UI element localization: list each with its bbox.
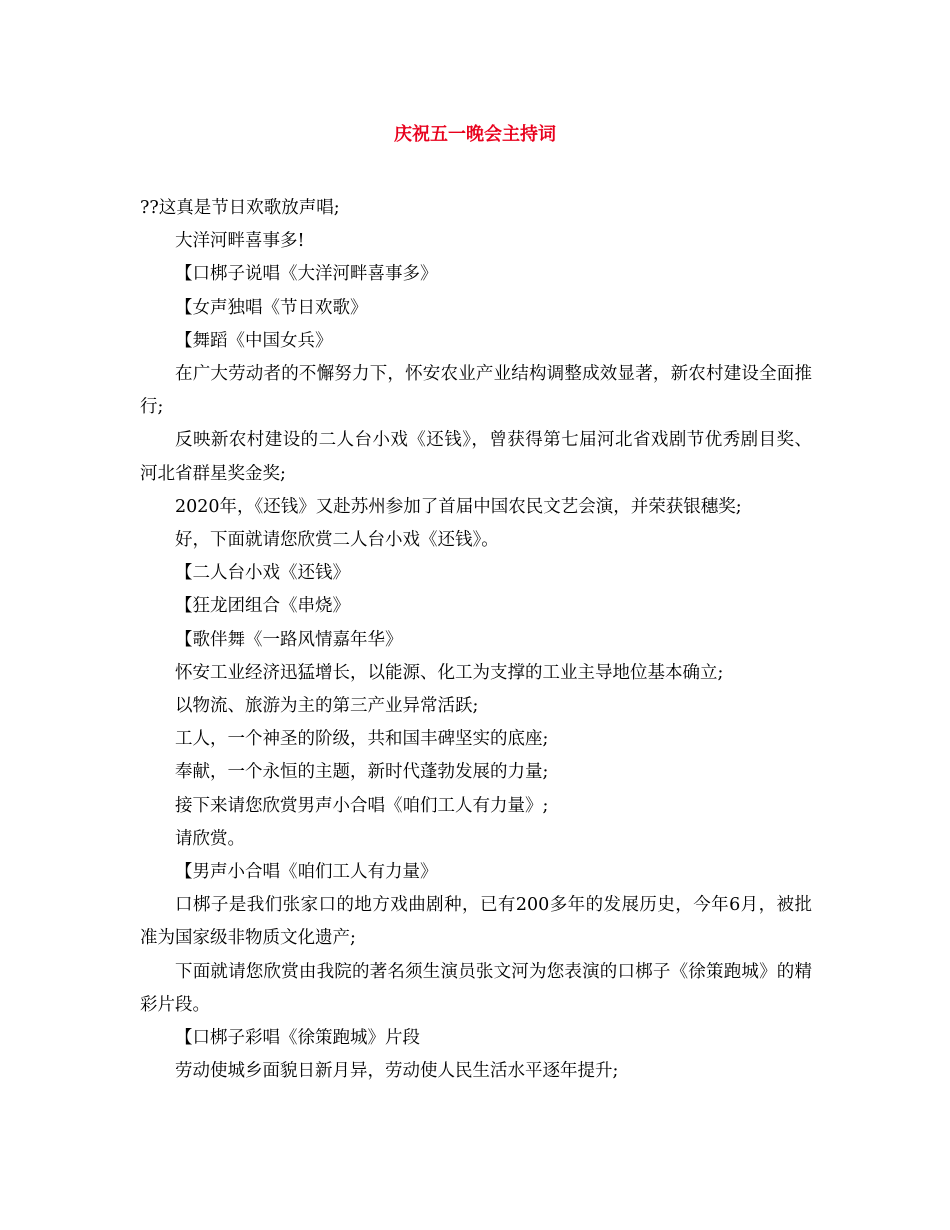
document-body: [140, 192, 812, 1088]
paragraph: 【狂龙团组合《串烧》: [175, 596, 350, 617]
paragraph: ??这真是节日欢歌放声唱;: [140, 198, 340, 218]
paragraph: 怀安工业经济迅猛增长，以能源、化工为支撑的工业主导地位基本确立;: [175, 662, 724, 683]
paragraph: 【口梆子彩唱《徐策跑城》片段: [175, 1028, 420, 1049]
paragraph: 下面就请您欣赏由我院的著名须生演员张文河为您表演的口梆子《徐策跑城》的精彩片段。: [140, 961, 812, 1015]
paragraph: 【舞蹈《中国女兵》: [175, 330, 333, 351]
paragraph: 大洋河畔喜事多!: [175, 231, 305, 252]
paragraph: 【歌伴舞《一路风情嘉年华》: [175, 629, 403, 650]
paragraph: 好，下面就请您欣赏二人台小戏《还钱》。: [175, 530, 499, 551]
paragraph: 在广大劳动者的不懈努力下，怀安农业产业结构调整成效显著，新农村建设全面推行;: [140, 364, 812, 418]
paragraph: 接下来请您欣赏男声小合唱《咱们工人有力量》;: [175, 795, 549, 816]
paragraph: 奉献，一个永恒的主题，新时代蓬勃发展的力量;: [175, 762, 549, 783]
paragraph: 【男声小合唱《咱们工人有力量》: [175, 862, 438, 883]
paragraph: 以物流、旅游为主的第三产业异常活跃;: [175, 696, 479, 717]
paragraph: 【口梆子说唱《大洋河畔喜事多》: [175, 264, 438, 285]
paragraph: 工人，一个神圣的阶级，共和国丰碑坚实的底座;: [175, 729, 549, 750]
document-title: 庆祝五一晚会主持词: [394, 124, 556, 145]
paragraph: 口梆子是我们张家口的地方戏曲剧种，已有200多年的发展历史，今年6月，被批准为国家级非物质文化遗产;: [140, 895, 812, 949]
paragraph: 【女声独唱《节日欢歌》: [175, 297, 368, 318]
paragraph: 【二人台小戏《还钱》: [175, 563, 350, 584]
paragraph: 劳动使城乡面貌日新月异，劳动使人民生活水平逐年提升;: [175, 1061, 619, 1082]
paragraph: 2020年，《还钱》又赴苏州参加了首届中国农民文艺会演，并荣获银穗奖;: [175, 496, 742, 517]
paragraph: 反映新农村建设的二人台小戏《还钱》，曾获得第七届河北省戏剧节优秀剧目奖、河北省群星奖金奖;: [140, 430, 812, 484]
paragraph: 请欣赏。: [175, 828, 245, 849]
